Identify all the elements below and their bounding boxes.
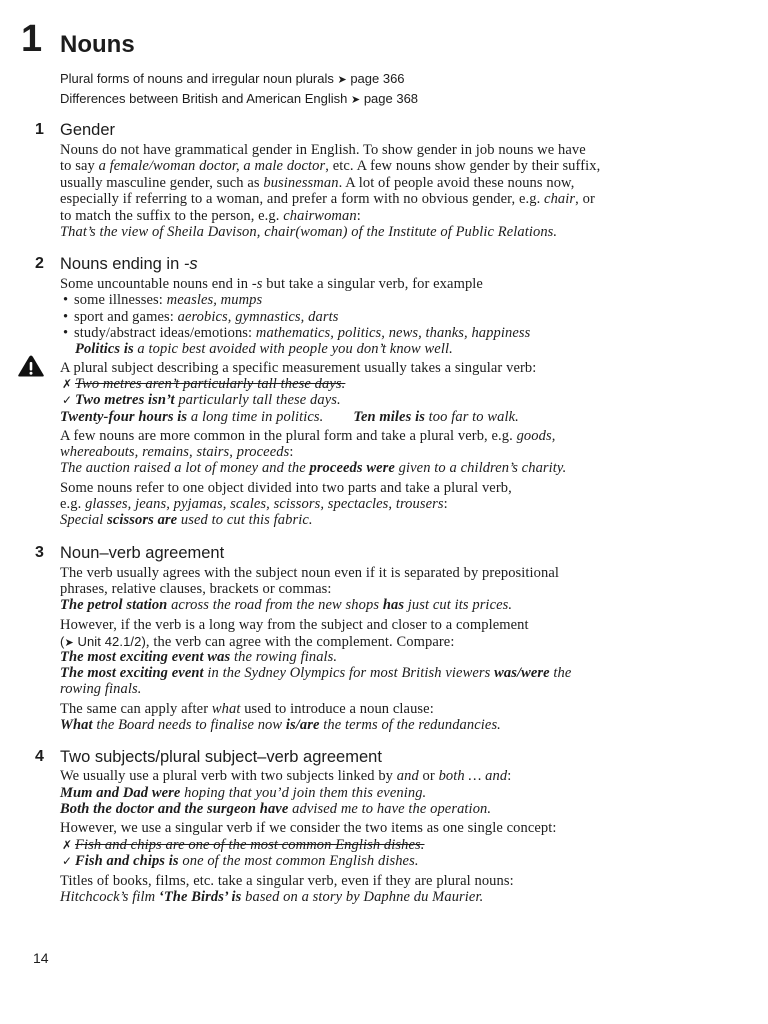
heading-text: Nouns ending in: [60, 255, 184, 273]
cross-icon: ✗: [62, 377, 73, 391]
italic-run: rowing finals.: [60, 681, 142, 697]
bold-italic-run: was/were: [494, 665, 550, 681]
page-reference: page 366: [346, 71, 405, 86]
bold-italic-run: The most exciting event was: [60, 649, 231, 665]
italic-run: aerobics, gymnastics, darts: [177, 309, 339, 325]
bold-italic-run: ‘The Birds’ is: [158, 889, 242, 905]
example-sentence: [60, 460, 566, 477]
page-reference: page 368: [360, 91, 419, 106]
struck-example: Fish and chips are one of the most common English dishes.: [75, 837, 425, 853]
text-run: Nouns do not have grammatical gender in English. To show gender in job nouns we have: [60, 142, 586, 158]
italic-run: That’s the view of Sheila Davison, chair(woman) of the Institute of Public Relations.: [60, 224, 558, 240]
bold-italic-run: What: [60, 717, 93, 733]
warning-icon: [17, 354, 45, 378]
heading-text: Gender: [60, 121, 116, 139]
text-run: Plural forms of nouns and irregular noun plurals: [60, 71, 338, 86]
section-heading: [60, 120, 115, 140]
body-line: [60, 360, 536, 377]
body-line: [60, 873, 514, 890]
text-run: Some nouns refer to one object divided into two parts and take a plural verb,: [60, 480, 512, 496]
text-run: Unit 42.1/2): [73, 634, 146, 649]
italic-run: Special: [60, 512, 108, 528]
italic-run: Hitchcock’s film: [60, 889, 159, 905]
text-run: to match the suffix to the person, e.g.: [60, 208, 284, 224]
italic-run: chairwoman: [283, 208, 357, 224]
bold-italic-run: has: [382, 597, 405, 613]
italic-run: particularly tall these days.: [174, 392, 341, 408]
bullet-item: [60, 309, 338, 326]
unit-reference: [60, 634, 146, 649]
italic-run: -s: [251, 276, 263, 292]
section-heading: [60, 747, 382, 767]
example-sentence: [75, 341, 453, 358]
text-run: phrases, relative clauses, brackets or commas:: [60, 581, 332, 597]
italic-run: businessman: [263, 175, 339, 191]
page-number: 14: [33, 950, 49, 966]
body-line: [60, 158, 600, 175]
bullet-icon: •: [63, 309, 69, 325]
body-line: [60, 496, 448, 513]
bold-italic-run: proceeds were: [309, 460, 395, 476]
text-run: or: [418, 768, 439, 784]
section-number: 4: [35, 748, 44, 765]
text-run: used to introduce a noun clause:: [240, 701, 434, 717]
italic-run: across the road from the new shops: [167, 597, 383, 613]
body-line: [60, 444, 293, 461]
text-run: , etc. A few nouns show gender by their suffix,: [325, 158, 601, 174]
text-run: some illnesses:: [74, 292, 167, 308]
text-run: The same can apply after: [60, 701, 212, 717]
check-icon: ✓: [62, 393, 73, 407]
bullet-icon: •: [63, 325, 69, 341]
bullet-icon: •: [63, 292, 69, 308]
bold-italic-run: Politics is: [75, 341, 134, 357]
arrow-right-icon: ➤: [337, 73, 347, 86]
text-run: , the verb can agree with the complement. Compare:: [145, 634, 455, 650]
bold-italic-run: Fish and chips is: [75, 853, 179, 869]
body-line: [60, 142, 586, 159]
italic-run: used to cut this fabric.: [177, 512, 313, 528]
heading-text: Noun–verb agreement: [60, 544, 225, 562]
body-line: [60, 633, 454, 650]
text-run: but take a singular verb, for example: [262, 276, 483, 292]
italic-run: mathematics, politics, news, thanks, happiness: [255, 325, 531, 341]
italic-run: the rowing finals.: [230, 649, 338, 665]
body-line: [60, 191, 595, 208]
text-run: to say: [60, 158, 99, 174]
italic-run: and: [396, 768, 419, 784]
arrow-right-icon: ➤: [64, 636, 74, 649]
italic-run: in the Sydney Olympics for most British viewers: [203, 665, 495, 681]
body-line: [60, 175, 574, 192]
example-sentence: [60, 649, 337, 666]
section-number: 3: [35, 544, 44, 561]
body-line: [60, 581, 332, 598]
italic-run: based on a story by Daphne du Maurier.: [241, 889, 484, 905]
text-run: study/abstract ideas/emotions:: [74, 325, 256, 341]
example-sentence: [60, 717, 501, 734]
example-sentence: [60, 409, 519, 426]
text-run: Differences between British and American English: [60, 91, 351, 106]
body-line: [60, 208, 361, 225]
text-run: Titles of books, films, etc. take a singular verb, even if they are plural nouns:: [60, 873, 514, 889]
correct-example: [60, 853, 419, 870]
italic-run: one of the most common English dishes.: [178, 853, 419, 869]
body-line: [60, 768, 511, 785]
bold-italic-run: Mum and Dad were: [60, 785, 181, 801]
italic-run: goods,: [516, 428, 556, 444]
example-sentence: [60, 665, 571, 682]
italic-run: a topic best avoided with people you don’t know well.: [133, 341, 453, 357]
text-run: :: [443, 496, 448, 512]
incorrect-example: [60, 376, 345, 393]
bold-italic-run: The petrol station: [60, 597, 168, 613]
example-sentence: [60, 597, 512, 614]
cross-reference: [60, 90, 418, 108]
incorrect-example: [60, 837, 425, 854]
cross-icon: ✗: [62, 838, 73, 852]
example-sentence: [60, 681, 141, 698]
text-run: A plural subject describing a specific measurement usually takes a singular verb:: [60, 360, 537, 376]
body-line: [60, 276, 483, 293]
italic-run: hoping that you’d join them this evening.: [180, 785, 427, 801]
section-heading: [60, 543, 224, 563]
bold-italic-run: Both the doctor and the surgeon have: [60, 801, 289, 817]
italic-run: a long time in politics.: [187, 409, 324, 425]
italic-run: a female/woman doctor, a male doctor: [98, 158, 326, 174]
struck-example: Two metres aren’t particularly tall these days.: [75, 376, 346, 392]
example-sentence: [60, 224, 557, 241]
example-sentence: [60, 889, 483, 906]
text-run: (: [60, 634, 65, 649]
text-run: A few nouns are more common in the plural form and take a plural verb, e.g.: [60, 428, 517, 444]
bold-italic-run: scissors are: [107, 512, 178, 528]
bold-italic-run: Ten miles is: [353, 409, 425, 425]
text-run: e.g.: [60, 496, 86, 512]
check-icon: ✓: [62, 854, 73, 868]
chapter-title: Nouns: [60, 31, 135, 58]
bullet-item: [60, 325, 530, 342]
italic-run: whereabouts, remains, stairs, proceeds: [60, 444, 290, 460]
section-number: 1: [35, 121, 44, 138]
example-sentence: [60, 512, 313, 529]
text-run: :: [289, 444, 294, 460]
heading-text: Two subjects/plural subject–verb agreement: [60, 748, 382, 766]
italic-run: the terms of the redundancies.: [319, 717, 501, 733]
text-run: . A lot of people avoid these nouns now,: [338, 175, 575, 191]
italic-run: given to a children’s charity.: [394, 460, 567, 476]
text-run: , or: [575, 191, 595, 207]
arrow-right-icon: ➤: [350, 93, 361, 106]
bold-italic-run: Two metres isn’t: [75, 392, 175, 408]
text-run: However, if the verb is a long way from the subject and closer to a complement: [60, 617, 529, 633]
bold-italic-run: The most exciting event: [60, 665, 204, 681]
body-line: [60, 480, 512, 497]
text-run: We usually use a plural verb with two subjects linked by: [60, 768, 397, 784]
bold-italic-run: Twenty-four hours is: [60, 409, 188, 425]
section-number: 2: [35, 255, 44, 272]
text-run: Some uncountable nouns end in: [60, 276, 252, 292]
text-run: usually masculine gender, such as: [60, 175, 264, 191]
italic-run: the Board needs to finalise now: [92, 717, 286, 733]
italic-run: chair: [544, 191, 576, 207]
italic-run: glasses, jeans, pyjamas, scales, scissors, spectacles, trousers: [85, 496, 444, 512]
text-run: :: [356, 208, 361, 224]
correct-example: [60, 392, 341, 409]
italic-run: what: [211, 701, 241, 717]
body-line: [60, 428, 555, 445]
bold-italic-run: is/are: [285, 717, 320, 733]
text-run: The verb usually agrees with the subject noun even if it is separated by prepositional: [60, 565, 560, 581]
heading-italic: -s: [183, 255, 198, 273]
bullet-item: [60, 292, 262, 309]
body-line: [60, 565, 559, 582]
body-line: [60, 820, 557, 837]
italic-run: the: [549, 665, 572, 681]
text-run: sport and games:: [74, 309, 178, 325]
example-sentence: [60, 785, 426, 802]
chapter-number: 1: [21, 18, 43, 60]
italic-run: advised me to have the operation.: [288, 801, 492, 817]
cross-reference: [60, 70, 405, 88]
italic-run: The auction raised a lot of money and the: [60, 460, 310, 476]
text-run: especially if referring to a woman, and prefer a form with no obvious gender, e.g.: [60, 191, 545, 207]
section-heading: [60, 254, 198, 274]
body-line: [60, 701, 434, 718]
text-run: :: [507, 768, 512, 784]
italic-run: just cut its prices.: [404, 597, 513, 613]
text-run: However, we use a singular verb if we consider the two items as one single concept:: [60, 820, 557, 836]
italic-run: both … and: [438, 768, 508, 784]
example-sentence: [60, 801, 491, 818]
italic-run: measles, mumps: [166, 292, 263, 308]
italic-run: too far to walk.: [424, 409, 519, 425]
body-line: [60, 617, 529, 634]
